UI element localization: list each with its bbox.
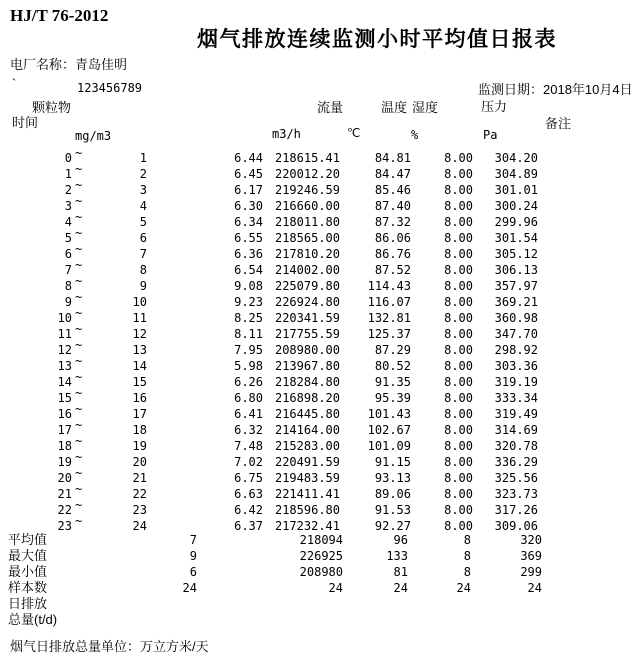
cell-hour-start: 12 [57,343,72,357]
cell-humidity: 8.00 [444,439,473,453]
cell-hour-end: 9 [139,279,147,293]
cell-hour-start: 2 [64,183,72,197]
table-row [0,258,642,278]
summary-value: 226925 [299,549,343,563]
tilde-separator: ~ [75,370,83,384]
cell-pressure: 309.06 [494,519,538,533]
summary-value: 24 [393,581,408,595]
tilde-separator: ~ [75,146,83,160]
cell-pressure: 357.97 [494,279,538,293]
table-row [0,290,642,310]
cell-humidity: 8.00 [444,295,473,309]
cell-hour-end: 7 [139,247,147,261]
summary-row [0,564,642,580]
cell-pressure: 305.12 [494,247,538,261]
cell-hour-start: 7 [64,263,72,277]
cell-particulate: 6.17 [234,183,263,197]
cell-humidity: 8.00 [444,455,473,469]
summary-value: 24 [527,581,542,595]
cell-flow: 217232.41 [274,519,340,533]
unit-humidity: % [411,128,419,142]
cell-pressure: 333.34 [494,391,538,405]
column-header-time: 时间 [12,115,39,130]
cell-humidity: 8.00 [444,151,473,165]
table-row [0,482,642,502]
cell-flow: 216660.00 [274,199,340,213]
table-row [0,146,642,166]
cell-temperature: 84.81 [374,151,411,165]
summary-value: 8 [463,565,471,579]
cell-pressure: 303.36 [494,359,538,373]
table-row [0,386,642,406]
cell-temperature: 95.39 [374,391,411,405]
cell-hour-start: 17 [57,423,72,437]
cell-temperature: 101.43 [367,407,411,421]
summary-row [0,612,642,628]
summary-value: 299 [520,565,542,579]
cell-humidity: 8.00 [444,343,473,357]
cell-temperature: 132.81 [367,311,411,325]
column-header-remark: 备注 [545,116,572,131]
tilde-separator: ~ [75,354,83,368]
tilde-separator: ~ [75,242,83,256]
cell-hour-start: 1 [64,167,72,181]
cell-hour-start: 14 [57,375,72,389]
cell-particulate: 5.98 [234,359,263,373]
cell-temperature: 87.52 [374,263,411,277]
summary-value: 369 [520,549,542,563]
cell-flow: 214002.00 [274,263,340,277]
table-row [0,226,642,246]
table-row [0,322,642,342]
cell-temperature: 86.76 [374,247,411,261]
cell-pressure: 304.89 [494,167,538,181]
cell-flow: 220012.20 [274,167,340,181]
cell-humidity: 8.00 [444,487,473,501]
column-header-pressure: 压力 [481,99,508,114]
cell-hour-end: 4 [139,199,147,213]
cell-pressure: 299.96 [494,215,538,229]
cell-flow: 217755.59 [274,327,340,341]
cell-flow: 215283.00 [274,439,340,453]
cell-temperature: 92.27 [374,519,411,533]
cell-particulate: 6.32 [234,423,263,437]
table-row [0,274,642,294]
cell-particulate: 7.95 [234,343,263,357]
cell-hour-start: 6 [64,247,72,261]
cell-humidity: 8.00 [444,375,473,389]
cell-temperature: 85.46 [374,183,411,197]
summary-value: 133 [386,549,408,563]
cell-pressure: 336.29 [494,455,538,469]
cell-particulate: 9.08 [234,279,263,293]
cell-humidity: 8.00 [444,311,473,325]
cell-temperature: 84.47 [374,167,411,181]
cell-humidity: 8.00 [444,215,473,229]
cell-temperature: 89.06 [374,487,411,501]
cell-hour-end: 16 [132,391,147,405]
tilde-separator: ~ [75,178,83,192]
cell-hour-end: 17 [132,407,147,421]
table-row [0,418,642,438]
monitor-date: 监测日期：2018年10月4日 [478,82,633,97]
cell-particulate: 6.26 [234,375,263,389]
cell-flow: 218284.80 [274,375,340,389]
cell-humidity: 8.00 [444,503,473,517]
cell-particulate: 7.48 [234,439,263,453]
cell-particulate: 6.75 [234,471,263,485]
table-row [0,434,642,454]
cell-hour-end: 18 [132,423,147,437]
cell-temperature: 91.35 [374,375,411,389]
table-row [0,242,642,262]
cell-hour-start: 11 [57,327,72,341]
cell-hour-start: 20 [57,471,72,485]
cell-temperature: 87.40 [374,199,411,213]
tilde-separator: ~ [75,418,83,432]
tilde-separator: ~ [75,402,83,416]
cell-flow: 219483.59 [274,471,340,485]
cell-temperature: 93.13 [374,471,411,485]
cell-temperature: 91.53 [374,503,411,517]
tilde-separator: ~ [75,386,83,400]
table-row [0,498,642,518]
cell-temperature: 114.43 [367,279,411,293]
cell-hour-start: 18 [57,439,72,453]
cell-pressure: 360.98 [494,311,538,325]
cell-particulate: 6.80 [234,391,263,405]
tilde-separator: ~ [75,226,83,240]
tilde-separator: ~ [75,322,83,336]
cell-pressure: 301.54 [494,231,538,245]
summary-value: 24 [328,581,343,595]
cell-temperature: 116.07 [367,295,411,309]
cell-humidity: 8.00 [444,231,473,245]
tilde-separator: ~ [75,274,83,288]
unit-temperature: ℃ [347,126,361,140]
cell-pressure: 319.19 [494,375,538,389]
cell-pressure: 369.21 [494,295,538,309]
summary-label: 最小值 [8,564,48,579]
cell-hour-end: 11 [132,311,147,325]
cell-pressure: 298.92 [494,343,538,357]
cell-humidity: 8.00 [444,199,473,213]
tilde-separator: ~ [75,434,83,448]
cell-humidity: 8.00 [444,519,473,533]
summary-value: 8 [463,549,471,563]
tilde-separator: ~ [75,210,83,224]
cell-particulate: 6.36 [234,247,263,261]
cell-humidity: 8.00 [444,279,473,293]
summary-label: 最大值 [8,548,48,563]
cell-temperature: 102.67 [367,423,411,437]
cell-flow: 218596.80 [274,503,340,517]
cell-humidity: 8.00 [444,263,473,277]
tilde-separator: ~ [75,450,83,464]
cell-pressure: 347.70 [494,327,538,341]
cell-flow: 226924.80 [274,295,340,309]
cell-hour-end: 1 [139,151,147,165]
cell-humidity: 8.00 [444,471,473,485]
tilde-separator: ~ [75,514,83,528]
report-title: 烟气排放连续监测小时平均值日报表 [197,28,557,51]
summary-row [0,580,642,596]
cell-flow: 214164.00 [274,423,340,437]
cell-hour-end: 2 [139,167,147,181]
cell-hour-end: 20 [132,455,147,469]
cell-particulate: 6.54 [234,263,263,277]
cell-hour-end: 23 [132,503,147,517]
cell-temperature: 80.52 [374,359,411,373]
tilde-separator: ~ [75,162,83,176]
cell-humidity: 8.00 [444,327,473,341]
cell-hour-start: 21 [57,487,72,501]
cell-hour-start: 4 [64,215,72,229]
cell-flow: 221411.41 [274,487,340,501]
table-row [0,450,642,470]
cell-flow: 220341.59 [274,311,340,325]
cell-particulate: 9.23 [234,295,263,309]
cell-flow: 218615.41 [274,151,340,165]
summary-value: 7 [189,533,197,547]
cell-pressure: 320.78 [494,439,538,453]
summary-value: 96 [393,533,408,547]
cell-temperature: 87.32 [374,215,411,229]
tilde-separator: ~ [75,290,83,304]
summary-value: 8 [463,533,471,547]
cell-hour-start: 15 [57,391,72,405]
cell-hour-end: 19 [132,439,147,453]
cell-hour-end: 21 [132,471,147,485]
unit-flow: m3/h [272,127,301,141]
cell-temperature: 91.15 [374,455,411,469]
cell-hour-end: 12 [132,327,147,341]
cell-flow: 216898.20 [274,391,340,405]
unit-particulate: mg/m3 [75,129,112,143]
column-header-particulate: 颗粒物 [32,100,72,115]
cell-flow: 220491.59 [274,455,340,469]
cell-pressure: 325.56 [494,471,538,485]
cell-hour-end: 15 [132,375,147,389]
summary-value: 218094 [299,533,343,547]
table-row [0,162,642,182]
cell-hour-start: 3 [64,199,72,213]
cell-flow: 213967.80 [274,359,340,373]
column-header-humidity: 湿度 [412,100,439,115]
summary-row [0,548,642,564]
cell-pressure: 319.49 [494,407,538,421]
cell-flow: 217810.20 [274,247,340,261]
cell-hour-end: 5 [139,215,147,229]
summary-value: 81 [393,565,408,579]
column-header-temperature: 温度 [381,100,408,115]
tilde-separator: ~ [75,482,83,496]
cell-hour-start: 16 [57,407,72,421]
cell-hour-start: 0 [64,151,72,165]
cell-hour-end: 10 [132,295,147,309]
tilde-separator: ~ [75,194,83,208]
tilde-separator: ~ [75,498,83,512]
cell-hour-end: 3 [139,183,147,197]
cell-humidity: 8.00 [444,247,473,261]
cell-particulate: 6.45 [234,167,263,181]
summary-value: 208980 [299,565,343,579]
cell-hour-end: 6 [139,231,147,245]
cell-hour-end: 24 [132,519,147,533]
cell-humidity: 8.00 [444,183,473,197]
plant-name: 电厂名称：青岛佳明 [10,57,128,72]
table-row [0,178,642,198]
cell-particulate: 6.44 [234,151,263,165]
cell-hour-start: 9 [64,295,72,309]
cell-flow: 218011.80 [274,215,340,229]
cell-pressure: 323.73 [494,487,538,501]
cell-particulate: 7.02 [234,455,263,469]
cell-humidity: 8.00 [444,167,473,181]
cell-pressure: 317.26 [494,503,538,517]
tilde-separator: ~ [75,306,83,320]
table-row [0,370,642,390]
cell-hour-end: 14 [132,359,147,373]
cell-pressure: 300.24 [494,199,538,213]
summary-value: 320 [520,533,542,547]
cell-flow: 219246.59 [274,183,340,197]
cell-hour-start: 19 [57,455,72,469]
table-row [0,306,642,326]
summary-row [0,596,642,612]
cell-hour-start: 5 [64,231,72,245]
cell-particulate: 8.25 [234,311,263,325]
cell-particulate: 6.63 [234,487,263,501]
cell-particulate: 6.34 [234,215,263,229]
cell-hour-start: 8 [64,279,72,293]
cell-humidity: 8.00 [444,423,473,437]
table-row [0,210,642,230]
cell-hour-end: 22 [132,487,147,501]
cell-particulate: 6.41 [234,407,263,421]
cell-flow: 208980.00 [274,343,340,357]
cell-humidity: 8.00 [444,391,473,405]
cell-hour-start: 13 [57,359,72,373]
cell-particulate: 6.42 [234,503,263,517]
cell-flow: 225079.80 [274,279,340,293]
cell-temperature: 101.09 [367,439,411,453]
summary-value: 24 [456,581,471,595]
cell-flow: 218565.00 [274,231,340,245]
cell-particulate: 6.37 [234,519,263,533]
table-row [0,338,642,358]
cell-temperature: 86.06 [374,231,411,245]
summary-value: 24 [182,581,197,595]
cell-particulate: 8.11 [234,327,263,341]
summary-label: 样本数 [8,580,48,595]
cell-particulate: 6.30 [234,199,263,213]
table-row [0,402,642,422]
cell-hour-end: 8 [139,263,147,277]
cell-hour-start: 23 [57,519,72,533]
cell-hour-start: 10 [57,311,72,325]
cell-temperature: 87.29 [374,343,411,357]
cell-pressure: 301.01 [494,183,538,197]
tilde-separator: ~ [75,258,83,272]
table-row [0,194,642,214]
serial-number: 123456789 [77,81,143,95]
summary-value: 9 [189,549,197,563]
cell-humidity: 8.00 [444,359,473,373]
cell-hour-start: 22 [57,503,72,517]
summary-label: 平均值 [8,532,48,547]
cell-hour-end: 13 [132,343,147,357]
unit-pressure: Pa [483,128,498,142]
cell-particulate: 6.55 [234,231,263,245]
table-row [0,466,642,486]
standard-code: HJ/T 76-2012 [10,6,109,25]
serial-mark: ` [12,76,17,91]
cell-humidity: 8.00 [444,407,473,421]
cell-pressure: 314.69 [494,423,538,437]
cell-pressure: 306.13 [494,263,538,277]
summary-row [0,532,642,548]
table-row [0,354,642,374]
summary-value: 6 [189,565,197,579]
cell-flow: 216445.80 [274,407,340,421]
tilde-separator: ~ [75,338,83,352]
tilde-separator: ~ [75,466,83,480]
column-header-flow: 流量 [317,100,344,115]
cell-temperature: 125.37 [367,327,411,341]
summary-label: 总量(t/d) [8,612,58,627]
unit-note: 烟气日排放总量单位：万立方米/天 [10,639,209,654]
cell-pressure: 304.20 [494,151,538,165]
summary-label: 日排放 [8,596,48,611]
